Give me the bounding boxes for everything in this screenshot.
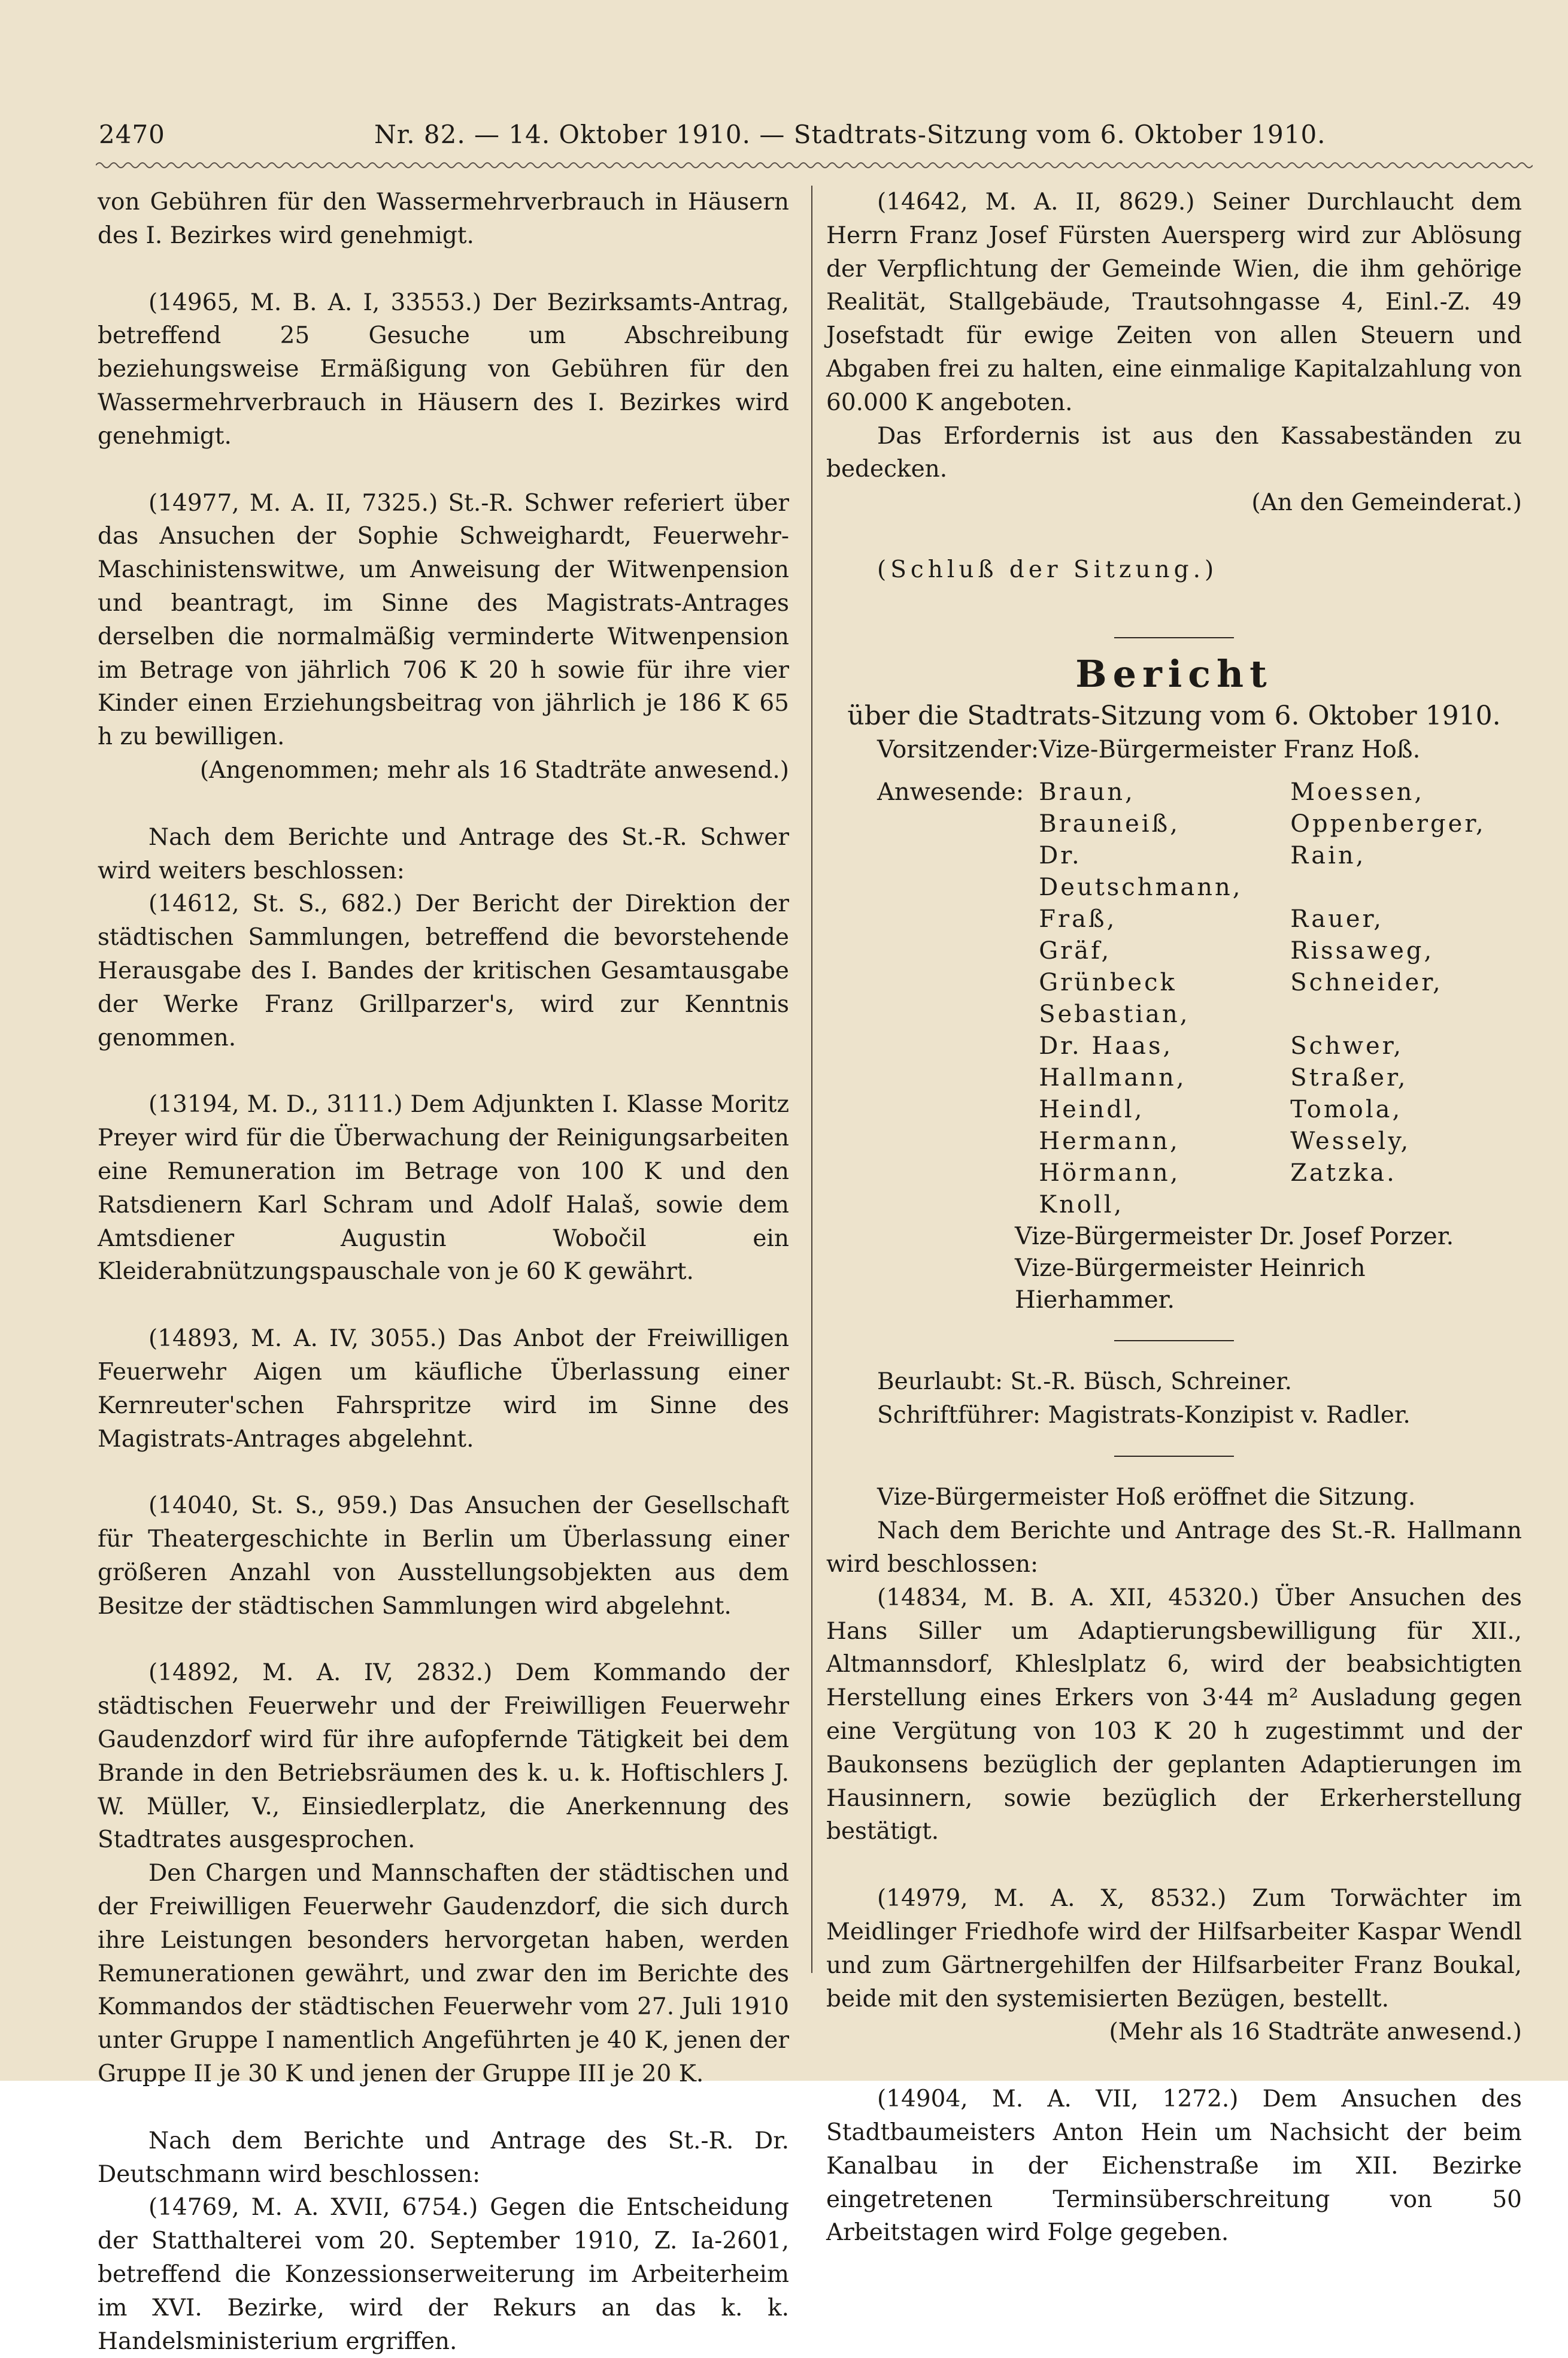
paragraph: (14904, M. A. VII, 1272.) Dem Ansuchen des Stadtbaumeisters Anton Hein um Nachsicht der beim Kanalbau in der Eichenstraße im XII. Bezirke eingetretenen Terminsüberschreitung von 50 Arbeitstagen wird Folge gegeben. [826, 2086, 1522, 2247]
header-wavy-rule [96, 160, 1533, 170]
paragraph: (14642, M. A. II, 8629.) Seiner Durchlaucht dem Herrn Franz Josef Fürsten Auersperg wird zur Ablösung der Verpflichtung der Gemeinde Wien, die ihm gehörige Realität, Stallgebäude, Trautsohngasse 4, Einl.-Z. 49 Josefstadt für ewige Zeiten von allen Steuern und Abgaben frei zu halten, eine einmalige Kapitalzahlung von 60.000 K angeboten. [826, 189, 1522, 416]
paragraph: Nach dem Berichte und Antrage des St.-R. Dr. Deutschmann wird beschlossen: [98, 2127, 789, 2188]
attendee: Grünbeck Sebastian, [1039, 968, 1190, 1028]
on-leave: Beurlaubt: St.-R. Büsch, Schreiner. [877, 1368, 1293, 1395]
vice-mayor: Vize-Bürgermeister Dr. Josef Porzer. [1015, 1222, 1454, 1250]
attendee: Tomola, [1290, 1095, 1403, 1123]
paragraph: (14612, St. S., 682.) Der Bericht der Direktion der städtischen Sammlungen, betreffend die bevorstehende Herausgabe des I. Bandes der kritischen Gesamtausgabe der Werke Franz Grillparzer's, wird zur Kenntnis genommen. [98, 890, 789, 1051]
attendee: Hermann, [1039, 1127, 1180, 1155]
attendee: Zatzka. [1290, 1159, 1397, 1187]
attendee: Schwer, [1290, 1032, 1404, 1060]
attendee: Dr. Haas, [1039, 1032, 1173, 1060]
page-header [99, 120, 1470, 156]
attendee [1290, 1189, 1486, 1221]
paragraph: (13194, M. D., 3111.) Dem Adjunkten I. Klasse Moritz Preyer wird für die Überwachung der Reinigungsarbeiten eine Remuneration im Betrage von 100 K und den Ratsdienern Karl Schram und Adolf Halaš, sowie dem Amtsdiener Augustin Wobočil ein Kleiderabnützungspauschale von je 60 K gewährt. [98, 1091, 789, 1286]
attendee: Rain, [1290, 841, 1366, 869]
attendee: Fraß, [1039, 905, 1117, 933]
paragraph: Das Erfordernis ist aus den Kassabeständen zu bedecken. [826, 422, 1522, 483]
report-subtitle: über die Stadtrats-Sitzung vom 6. Oktober 1910. [847, 700, 1501, 731]
secretary: Schriftführer: Magistrats-Konzipist v. Radler. [877, 1401, 1411, 1429]
attendance-table [877, 734, 1486, 1221]
attendee: Knoll, [1039, 1190, 1124, 1219]
attendee: Brauneiß, [1039, 810, 1180, 838]
page-number: 2470 [99, 120, 165, 149]
attendee: Hörmann, [1039, 1159, 1181, 1187]
chair-label: Vorsitzender: [877, 735, 1039, 763]
attendee: Wessely, [1290, 1127, 1411, 1155]
paragraph: Nach dem Berichte und Antrage des St.-R. Hallmann wird beschlossen: [826, 1517, 1522, 1578]
paragraph: Den Chargen und Mannschaften der städtischen und der Freiwilligen Feuerwehr Gaudenzdorf, die sich durch ihre Leistungen besonders hervorgetan haben, werden Remunerationen gewährt, und zwar den im Berichte des Kommandos der städtischen Feuerwehr vom 27. Juli 1910 unter Gruppe I namentlich Angeführten je 40 K, jenen der Gruppe II je 30 K und jenen der Gruppe III je 20 K. [98, 1860, 789, 2088]
paragraph: (14965, M. B. A. I, 33553.) Der Bezirksamts-Antrag, betreffend 25 Gesuche um Abschreibung beziehungsweise Ermäßigung von Gebühren für den Wassermehrverbrauch in Häusern des I. Bezirkes wird genehmigt. [98, 289, 789, 450]
paragraph: (14979, M. A. X, 8532.) Zum Torwächter im Meidlinger Friedhofe wird der Hilfsarbeiter Kaspar Wendl und zum Gärtnergehilfen der Hilfsarbeiter Franz Boukal, beide mit den systemisierten Bezügen, bestellt. [826, 1885, 1522, 2013]
attendee: Braun, [1039, 778, 1135, 806]
attendee: Heindl, [1039, 1095, 1145, 1123]
attendees-label: Anwesende: [877, 778, 1024, 806]
note: (Angenommen; mehr als 16 Stadträte anwesend.) [199, 756, 789, 784]
paragraph: Vize-Bürgermeister Hoß eröffnet die Sitzung. [877, 1484, 1416, 1511]
paragraph: (14769, M. A. XVII, 6754.) Gegen die Entscheidung der Statthalterei vom 20. September 1910, Z. Ia-2601, betreffend die Konzessionserweiterung im Arbeiterheim im XVI. Bezirke, wird der Rekurs an das k. k. Handelsministerium ergriffen. [98, 2194, 789, 2355]
report-title: Bericht [1075, 651, 1273, 696]
attendee: Straßer, [1290, 1063, 1408, 1092]
note: (An den Gemeinderat.) [1251, 489, 1522, 517]
attendee: Rauer, [1290, 905, 1384, 933]
attendee: Gräf, [1039, 936, 1112, 965]
paragraph: (14834, M. B. A. XII, 45320.) Über Ansuchen des Hans Siller um Adaptierungsbewilligung für XII., Altmannsdorf, Khleslplatz 6, wird der beabsichtigten Herstellung eines Erkers von 3·44 m² Ausladung gegen eine Vergütung von 103 K 20 h zugestimmt und der Baukonsens bezüglich der geplanten Adaptierungen im Hausinnern, sowie bezüglich der Erkerherstellung bestätigt. [826, 1584, 1522, 1845]
attendee: Rissaweg, [1290, 936, 1434, 965]
attendee: Dr. Deutschmann, [1039, 841, 1243, 901]
attendee: Oppenberger, [1290, 810, 1486, 838]
right-column [826, 186, 1522, 2250]
note: (Mehr als 16 Stadträte anwesend.) [1109, 2018, 1522, 2046]
paragraph: Nach dem Berichte und Antrage des St.-R. Schwer wird weiters beschlossen: [98, 823, 789, 884]
chair-name: Vize-Bürgermeister Franz Hoß. [1039, 735, 1421, 763]
paragraph: (14040, St. S., 959.) Das Ansuchen der Gesellschaft für Theatergeschichte in Berlin um Überlassung einer größeren Anzahl von Ausstellungsobjekten aus dem Besitze der städtischen Sammlungen wird abgelehnt. [98, 1492, 789, 1620]
running-title: Nr. 82. — 14. Oktober 1910. — Stadtrats-Sitzung vom 6. Oktober 1910. [374, 120, 1326, 149]
column-divider [811, 186, 812, 1973]
paragraph: (14977, M. A. II, 7325.) St.-R. Schwer referiert über das Ansuchen der Sophie Schweighardt, Feuerwehr-Maschinistenswitwe, um Anweisung der Witwenpension und beantragt, im Sinne des Magistrats-Antrages derselben die normalmäßig verminderte Witwenpension im Betrage von jährlich 706 K 20 h sowie für ihre vier Kinder einen Erziehungsbeitrag von jährlich je 186 K 65 h zu bewilligen. [98, 489, 789, 751]
left-column [98, 186, 789, 2358]
vice-mayor: Vize-Bürgermeister Heinrich Hierhammer. [1015, 1254, 1366, 1314]
divider [1114, 637, 1234, 638]
session-end: (Schluß der Sitzung.) [877, 556, 1218, 583]
attendee: Moessen, [1290, 778, 1425, 806]
paragraph: (14893, M. A. IV, 3055.) Das Anbot der Freiwilligen Feuerwehr Aigen um käufliche Überlassung einer Kernreuter'schen Fahrspritze wird im Sinne des Magistrats-Antrages abgelehnt. [98, 1325, 789, 1453]
attendee: Hallmann, [1039, 1063, 1187, 1092]
paragraph: (14892, M. A. IV, 2832.) Dem Kommando der städtischen Feuerwehr und der Freiwilligen Feuerwehr Gaudenzdorf wird für ihre aufopfernde Tätigkeit bei dem Brande in den Betriebsräumen des k. u. k. Hoftischlers J. W. Müller, V., Einsiedlerplatz, die Anerkennung des Stadtrates ausgesprochen. [98, 1659, 789, 1854]
attendee: Schneider, [1290, 968, 1443, 996]
paragraph: von Gebühren für den Wassermehrverbrauch in Häusern des I. Bezirkes wird genehmigt. [98, 189, 789, 249]
